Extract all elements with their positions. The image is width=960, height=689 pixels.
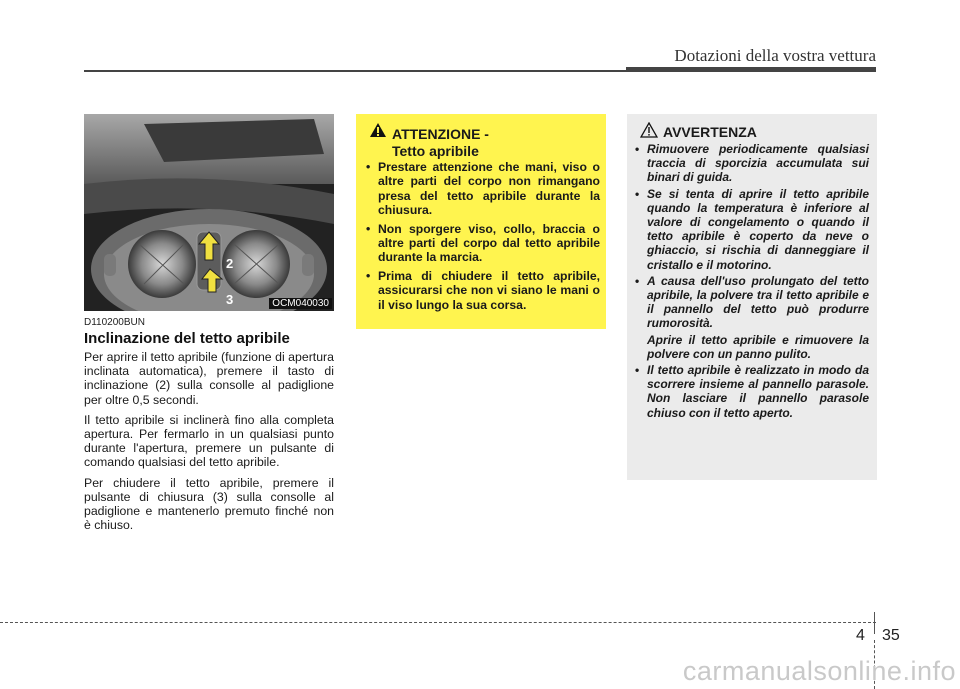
warning-item: • Rimuovere periodicamente qualsiasi traccia di sporcizia accumulata sui binari di guida. [633, 142, 869, 185]
warning-box [627, 114, 877, 480]
paragraph: Il tetto apribile si inclinerà fino alla completa apertura. Per fermarlo in un qualsiasi punto durante l'apertura, premere un pulsante di comando qualsiasi del tetto apribile. [84, 412, 334, 470]
caution-list [364, 160, 600, 316]
warning-triangle-icon [640, 122, 658, 138]
callout-2: 2 [226, 256, 234, 271]
section-title: Inclinazione del tetto apribile [84, 330, 290, 347]
caution-title: ATTENZIONE - [392, 126, 489, 142]
photo-code: OCM040030 [269, 298, 332, 309]
header-title: Dotazioni della vostra vettura [674, 46, 876, 65]
warning-list [633, 142, 869, 422]
watermark: carmanualsonline.info [682, 656, 956, 686]
page-number-separator [874, 612, 875, 634]
warning-title: AVVERTENZA [663, 124, 757, 140]
header-rule-accent [626, 67, 876, 72]
warning-item-continuation: Aprire il tetto apribile e rimuovere la polvere con un panno pulito. [647, 332, 869, 361]
section-code: D110200BUN [84, 317, 145, 328]
chapter-number: 4 [856, 627, 865, 644]
section-body [84, 350, 334, 538]
paragraph: Per chiudere il tetto apribile, premere il pulsante di chiusura (3) sulla consolle al padiglione e mantenerlo premuto finché non è chiuso. [84, 475, 334, 533]
warning-triangle-icon [369, 122, 387, 138]
footer-rule [0, 622, 876, 623]
warning-item: • Se si tenta di aprire il tetto apribile quando la temperatura è inferiore al valore di congelamento o quando il tetto apribile è coperto da neve o ghiaccio, si rischia di danneggiare il cristallo e il motorino. [633, 187, 869, 272]
caution-subtitle: Tetto apribile [392, 143, 479, 159]
callout-3: 3 [226, 292, 234, 307]
warning-item: • A causa dell'uso prolungato del tetto apribile, la polvere tra il tetto apribile e il pannello del tetto può produrre rumorosità. [633, 274, 869, 331]
caution-item: • Prestare attenzione che mani, viso o altre parti del corpo non rimangano presa del tetto apribile durante la chiusura. [364, 160, 600, 218]
paragraph: Per aprire il tetto apribile (funzione di apertura inclinata automatica), premere il tasto di inclinazione (2) sulla consolle al padiglione per oltre 0,5 secondi. [84, 350, 334, 407]
page-number: 35 [882, 627, 900, 644]
warning-item: • Il tetto apribile è realizzato in modo da scorrere insieme al pannello parasole. Non lasciare il pannello parasole chiuso con il tetto aperto. [633, 363, 869, 420]
sunroof-console-photo [84, 114, 334, 311]
caution-item: • Prima di chiudere il tetto apribile, assicurarsi che non vi siano le mani o il viso lungo la sua corsa. [364, 269, 600, 312]
caution-box [356, 114, 606, 329]
caution-item: • Non sporgere viso, collo, braccia o altre parti del corpo dal tetto apribile durante la marcia. [364, 222, 600, 265]
